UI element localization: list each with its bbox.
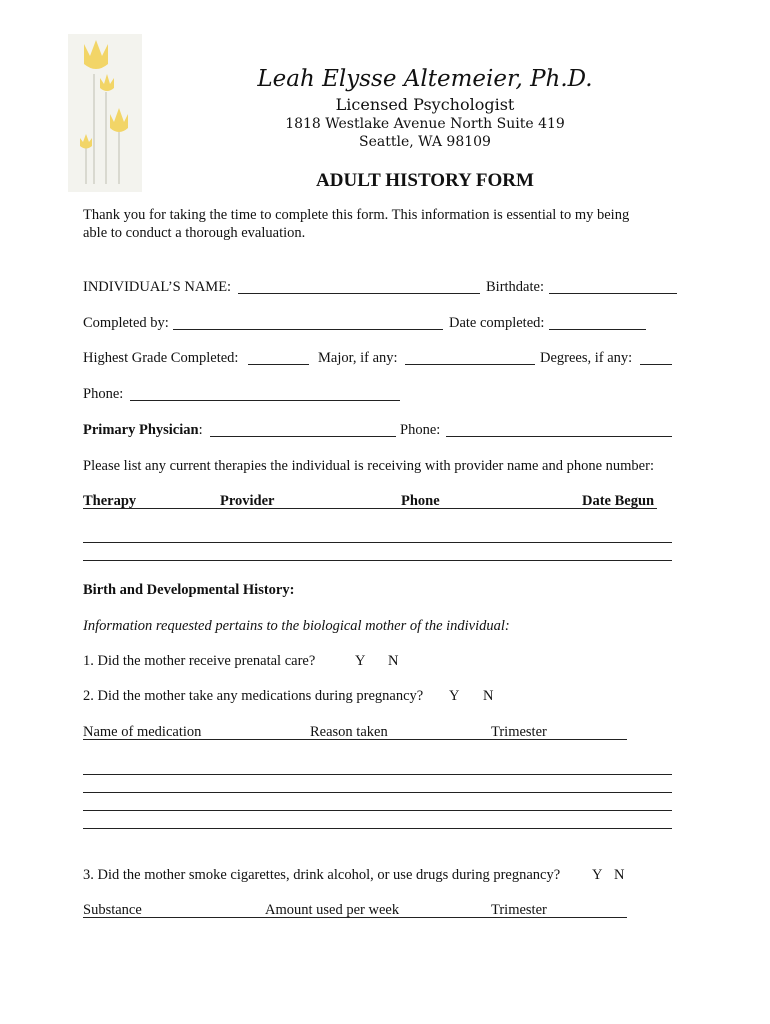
- physician-phone-label: Phone:: [400, 422, 441, 438]
- phone-field[interactable]: [130, 400, 400, 401]
- birth-history-note: Information requested pertains to the biological mother of the individual:: [83, 618, 510, 634]
- physician-phone-field[interactable]: [446, 436, 672, 437]
- major-field[interactable]: [405, 364, 535, 365]
- degrees-field[interactable]: [640, 364, 672, 365]
- tulip-logo: [64, 34, 144, 194]
- birth-history-heading: Birth and Developmental History:: [83, 582, 295, 598]
- medication-name-header: Name of medication: [83, 724, 202, 740]
- therapy-entry-line[interactable]: [83, 560, 672, 561]
- intro-line-1: Thank you for taking the time to complete this form. This information is essential to my being: [83, 207, 630, 223]
- question-1-no[interactable]: N: [388, 653, 399, 669]
- provider-header: Provider: [220, 493, 275, 509]
- amount-used-header: Amount used per week: [265, 902, 400, 918]
- individual-name-label: INDIVIDUAL’S NAME:: [83, 279, 232, 295]
- question-2-no[interactable]: N: [483, 688, 494, 704]
- question-2: 2. Did the mother take any medications during pregnancy?: [83, 688, 424, 704]
- phone-header: Phone: [401, 493, 440, 509]
- substance-header: Substance: [83, 902, 142, 918]
- degrees-label: Degrees, if any:: [540, 350, 633, 366]
- highest-grade-label: Highest Grade Completed:: [83, 350, 239, 366]
- therapy-header: Therapy: [83, 493, 137, 509]
- question-2-yes[interactable]: Y: [449, 688, 460, 704]
- psychologist-title: Licensed Psychologist: [335, 95, 515, 114]
- therapy-entry-line[interactable]: [83, 542, 672, 543]
- date-completed-label: Date completed:: [449, 315, 545, 331]
- individual-name-field[interactable]: [238, 293, 480, 294]
- question-3-yes[interactable]: Y: [592, 867, 603, 883]
- completed-by-field[interactable]: [173, 329, 443, 330]
- question-3: 3. Did the mother smoke cigarettes, drink alcohol, or use drugs during pregnancy?: [83, 867, 561, 883]
- medication-entry-line[interactable]: [83, 828, 672, 829]
- question-1-yes[interactable]: Y: [355, 653, 366, 669]
- major-label: Major, if any:: [318, 350, 398, 366]
- psychologist-name: Leah Elysse Altemeier, Ph.D.: [257, 66, 593, 92]
- primary-physician-label: Primary Physician:: [83, 422, 203, 438]
- intro-line-2: able to conduct a thorough evaluation.: [83, 225, 306, 241]
- reason-taken-header: Reason taken: [310, 724, 388, 740]
- medication-entry-line[interactable]: [83, 810, 672, 811]
- address-line-2: Seattle, WA 98109: [359, 134, 491, 150]
- medication-trimester-header: Trimester: [491, 724, 547, 740]
- highest-grade-field[interactable]: [248, 364, 309, 365]
- date-begun-header: Date Begun: [582, 493, 655, 509]
- therapy-header-underline: [83, 508, 657, 509]
- primary-physician-text: Primary Physician: [83, 422, 199, 438]
- phone-label: Phone:: [83, 386, 124, 402]
- date-completed-field[interactable]: [549, 329, 646, 330]
- form-title: ADULT HISTORY FORM: [316, 170, 534, 191]
- birthdate-label: Birthdate:: [486, 279, 544, 295]
- substance-trimester-header: Trimester: [491, 902, 547, 918]
- birthdate-field[interactable]: [549, 293, 677, 294]
- medication-entry-line[interactable]: [83, 792, 672, 793]
- therapies-prompt: Please list any current therapies the individual is receiving with provider name and phone number:: [83, 458, 654, 474]
- address-line-1: 1818 Westlake Avenue North Suite 419: [285, 116, 565, 132]
- primary-physician-field[interactable]: [210, 436, 396, 437]
- medication-entry-line[interactable]: [83, 774, 672, 775]
- question-3-no[interactable]: N: [614, 867, 625, 883]
- completed-by-label: Completed by:: [83, 315, 169, 331]
- question-1: 1. Did the mother receive prenatal care?: [83, 653, 316, 669]
